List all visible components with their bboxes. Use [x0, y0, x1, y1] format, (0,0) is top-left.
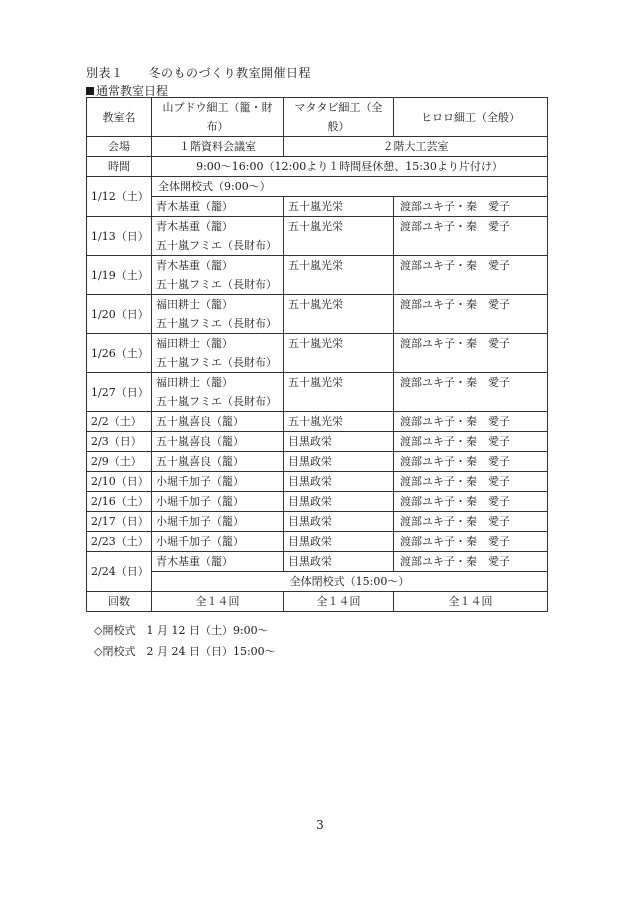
yamabudo-instructor-cell: [152, 512, 284, 532]
table-row: [87, 432, 548, 452]
date-cell: 1/20（日）: [87, 295, 152, 334]
date-cell: 2/17（日）: [87, 512, 152, 532]
matatabi-instructor-cell: 目黒政栄: [284, 432, 394, 452]
closing-ceremony-cell: 全体閉校式（15:00～）: [152, 572, 548, 592]
date-cell: 2/16（土）: [87, 492, 152, 512]
instructor-name: 青木基重（籠）: [156, 555, 233, 568]
instructor-name: 福田耕士（籠）: [156, 376, 233, 389]
table-row: [87, 217, 548, 256]
yamabudo-instructor-cell: [152, 412, 284, 432]
hiroro-instructor-cell: 渡部ユキ子・秦 愛子: [394, 217, 548, 256]
header-class-name: 教室名: [87, 98, 152, 137]
matatabi-instructor-cell: 五十嵐光栄: [284, 295, 394, 334]
matatabi-instructor-cell: 目黒政栄: [284, 512, 394, 532]
yamabudo-instructor-cell: [152, 552, 284, 572]
hiroro-instructor-cell: 渡部ユキ子・秦 愛子: [394, 432, 548, 452]
matatabi-instructor-cell: 五十嵐光栄: [284, 217, 394, 256]
venue-label: 会場: [87, 137, 152, 157]
hiroro-instructor-cell: 渡部ユキ子・秦 愛子: [394, 334, 548, 373]
date-cell: 1/12（土）: [87, 177, 152, 217]
count-row: [87, 592, 548, 612]
yamabudo-instructor-cell: [152, 472, 284, 492]
date-cell: 2/9（土）: [87, 452, 152, 472]
matatabi-instructor-cell: 五十嵐光栄: [284, 412, 394, 432]
table-row: [87, 373, 548, 412]
opening-ceremony-cell: 全体開校式（9:00～）: [152, 177, 548, 197]
hiroro-instructor-cell: 渡部ユキ子・秦 愛子: [394, 452, 548, 472]
schedule-table: [86, 97, 548, 612]
header-row: [87, 98, 548, 137]
hiroro-instructor-cell: 渡部ユキ子・秦 愛子: [394, 256, 548, 295]
date-cell: 2/24（日）: [87, 552, 152, 592]
instructor-name: 五十嵐喜良（籠）: [156, 415, 244, 428]
matatabi-instructor-cell: 五十嵐光栄: [284, 197, 394, 217]
instructor-name: 福田耕士（籠）: [156, 337, 233, 350]
table-row: [87, 532, 548, 552]
count-a: 全１４回: [152, 592, 284, 612]
closing-ceremony-row: [87, 572, 548, 592]
matatabi-instructor-cell: 目黒政栄: [284, 472, 394, 492]
yamabudo-instructor-cell: [152, 492, 284, 512]
instructor-name: 青木基重（籠）: [156, 200, 233, 213]
instructor-name: 小堀千加子（籠）: [156, 515, 244, 528]
hiroro-instructor-cell: 渡部ユキ子・秦 愛子: [394, 197, 548, 217]
matatabi-instructor-cell: 目黒政栄: [284, 532, 394, 552]
square-bullet-icon: [86, 87, 94, 95]
header-matatabi: マタタビ細工（全 般）: [284, 98, 394, 137]
section-heading-text: 通常教室日程: [96, 84, 169, 98]
table-row: [87, 197, 548, 217]
instructor-name: 五十嵐フミエ（長財布）: [156, 278, 277, 291]
hiroro-instructor-cell: 渡部ユキ子・秦 愛子: [394, 512, 548, 532]
date-cell: 2/3（日）: [87, 432, 152, 452]
count-c: 全１４回: [394, 592, 548, 612]
yamabudo-instructor-cell: [152, 334, 284, 373]
instructor-name: 五十嵐フミエ（長財布）: [156, 395, 277, 408]
hiroro-instructor-cell: 渡部ユキ子・秦 愛子: [394, 532, 548, 552]
date-cell: 1/13（日）: [87, 217, 152, 256]
instructor-name: 小堀千加子（籠）: [156, 535, 244, 548]
matatabi-instructor-cell: 目黒政栄: [284, 452, 394, 472]
hiroro-instructor-cell: 渡部ユキ子・秦 愛子: [394, 492, 548, 512]
matatabi-instructor-cell: 五十嵐光栄: [284, 373, 394, 412]
venue-a: １階資料会議室: [152, 137, 284, 157]
matatabi-instructor-cell: 五十嵐光栄: [284, 256, 394, 295]
table-row: [87, 492, 548, 512]
closing-note: ◇閉校式 2 月 24 日（日）15:00～: [94, 645, 276, 658]
page-title: 別表１ 冬のものづくり教室開催日程: [86, 66, 312, 80]
yamabudo-instructor-cell: [152, 217, 284, 256]
table-row: [87, 472, 548, 492]
table-row: [87, 412, 548, 432]
date-cell: 2/2（土）: [87, 412, 152, 432]
venue-bc: ２階大工芸室: [284, 137, 548, 157]
instructor-name: 五十嵐フミエ（長財布）: [156, 239, 277, 252]
matatabi-instructor-cell: 目黒政栄: [284, 552, 394, 572]
yamabudo-instructor-cell: [152, 532, 284, 552]
page-number: 3: [316, 818, 324, 832]
yamabudo-instructor-cell: [152, 373, 284, 412]
instructor-name: 青木基重（籠）: [156, 259, 233, 272]
yamabudo-instructor-cell: [152, 197, 284, 217]
hiroro-instructor-cell: 渡部ユキ子・秦 愛子: [394, 373, 548, 412]
hiroro-instructor-cell: 渡部ユキ子・秦 愛子: [394, 552, 548, 572]
notes: [94, 620, 276, 662]
time-label: 時間: [87, 157, 152, 177]
instructor-name: 五十嵐フミエ（長財布）: [156, 356, 277, 369]
hiroro-instructor-cell: 渡部ユキ子・秦 愛子: [394, 412, 548, 432]
count-label: 回数: [87, 592, 152, 612]
time-row: [87, 157, 548, 177]
yamabudo-instructor-cell: [152, 432, 284, 452]
venue-row: [87, 137, 548, 157]
instructor-name: 小堀千加子（籠）: [156, 475, 244, 488]
header-yamabudo: 山ブドウ細工（籠・財 布）: [152, 98, 284, 137]
table-row: [87, 452, 548, 472]
instructor-name: 五十嵐喜良（籠）: [156, 455, 244, 468]
instructor-name: 五十嵐フミエ（長財布）: [156, 317, 277, 330]
table-row: [87, 177, 548, 197]
table-row: [87, 295, 548, 334]
table-row: [87, 552, 548, 572]
instructor-name: 福田耕士（籠）: [156, 298, 233, 311]
date-cell: 1/26（土）: [87, 334, 152, 373]
hiroro-instructor-cell: 渡部ユキ子・秦 愛子: [394, 472, 548, 492]
table-row: [87, 512, 548, 532]
matatabi-instructor-cell: 目黒政栄: [284, 492, 394, 512]
instructor-name: 五十嵐喜良（籠）: [156, 435, 244, 448]
table-row: [87, 334, 548, 373]
date-cell: 2/10（日）: [87, 472, 152, 492]
date-cell: 1/27（日）: [87, 373, 152, 412]
count-b: 全１４回: [284, 592, 394, 612]
header-hiroro: ヒロロ細工（全般）: [394, 98, 548, 137]
date-cell: 1/19（土）: [87, 256, 152, 295]
instructor-name: 青木基重（籠）: [156, 220, 233, 233]
matatabi-instructor-cell: 五十嵐光栄: [284, 334, 394, 373]
date-cell: 2/23（土）: [87, 532, 152, 552]
hiroro-instructor-cell: 渡部ユキ子・秦 愛子: [394, 295, 548, 334]
table-row: [87, 256, 548, 295]
time-value: 9:00～16:00（12:00より１時間昼休憩、15:30より片付け）: [152, 157, 548, 177]
opening-note: ◇開校式 1 月 12 日（土）9:00～: [94, 624, 269, 637]
instructor-name: 小堀千加子（籠）: [156, 495, 244, 508]
yamabudo-instructor-cell: [152, 295, 284, 334]
yamabudo-instructor-cell: [152, 256, 284, 295]
yamabudo-instructor-cell: [152, 452, 284, 472]
